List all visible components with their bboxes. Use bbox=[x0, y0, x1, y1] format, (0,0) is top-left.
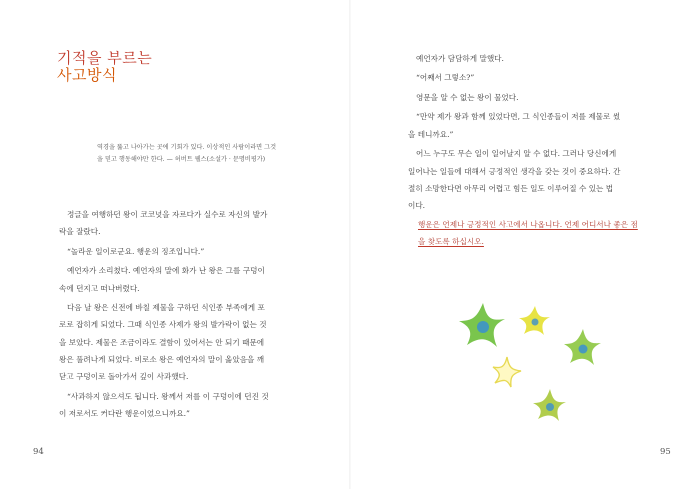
right-body-text bbox=[408, 50, 648, 217]
yellow-star-icon bbox=[519, 306, 550, 335]
text-line: 닫고 구덩이로 돌아가서 깊이 사과했다. bbox=[59, 372, 189, 382]
green-star-icon bbox=[459, 303, 505, 347]
hand-drawn-stars-illustration bbox=[455, 295, 615, 435]
paragraph bbox=[408, 108, 648, 143]
text-line: “사과하지 않으셔도 됩니다. 왕께서 저를 이 구덩이에 던진 것 bbox=[67, 391, 269, 401]
text-line: 예언자가 소리쳤다. 예언자의 말에 화가 난 왕은 그를 구덩이 bbox=[67, 266, 265, 276]
text-line: 을 테니까요.” bbox=[408, 129, 454, 139]
paragraph bbox=[59, 243, 294, 260]
outline-star-icon bbox=[493, 357, 521, 387]
text-line: 이다. bbox=[408, 201, 426, 211]
paragraph bbox=[408, 50, 648, 67]
highlight-line: 행운은 언제나 긍정적인 사고에서 나옵니다. 언제 어디서나 좋은 점 bbox=[418, 220, 638, 229]
text-line: 락을 잘랐다. bbox=[59, 227, 101, 237]
text-line: “만약 제가 왕과 함께 있었다면, 그 식인종들이 저를 제물로 썼 bbox=[416, 112, 621, 122]
paragraph bbox=[408, 69, 648, 86]
text-line: 예언자가 담담하게 말했다. bbox=[416, 54, 504, 63]
paragraph bbox=[408, 89, 648, 106]
text-line: 정글을 여행하던 왕이 코코넛을 자르다가 실수로 자신의 발가 bbox=[67, 210, 268, 219]
text-line: 을 보았다. 제물은 조금이라도 결함이 있어서는 안 되기 때문에 bbox=[59, 337, 265, 347]
text-line: “어째서 그렇소?” bbox=[416, 73, 475, 83]
page-number-right: 95 bbox=[660, 447, 671, 457]
paragraph bbox=[59, 388, 294, 423]
paragraph bbox=[59, 206, 294, 241]
highlight-line: 을 찾도록 하십시오. bbox=[418, 237, 484, 247]
text-line: 이 저로서도 커다란 행운이었으니까요.” bbox=[59, 409, 190, 419]
left-body-text bbox=[59, 206, 294, 425]
text-line: 속에 던지고 떠나버렸다. bbox=[59, 283, 140, 293]
text-line: 로로 잡히게 되었다. 그때 식인종 사제가 왕의 발가락이 없는 것 bbox=[59, 320, 267, 330]
quote-line: 역경을 뚫고 나아가는 곳에 기회가 있다. 이상적인 사람이라면 그것 bbox=[97, 144, 277, 151]
text-line: 왕은 풀려나게 되었다. 비로소 왕은 예언자의 말이 옳았음을 깨 bbox=[59, 354, 265, 364]
text-line: “놀라운 일이로군요. 행운의 징조입니다.” bbox=[67, 246, 205, 256]
text-line: 절히 소망한다면 아무리 어렵고 힘든 일도 이루어질 수 있는 법 bbox=[408, 183, 614, 193]
paragraph bbox=[408, 145, 648, 214]
epigraph-quote bbox=[97, 142, 302, 166]
highlight-message bbox=[418, 216, 658, 251]
text-line: 영문을 알 수 없는 왕이 물었다. bbox=[416, 92, 519, 102]
page-number-left: 94 bbox=[33, 447, 44, 457]
green-star-icon bbox=[533, 389, 566, 421]
paragraph bbox=[59, 299, 294, 385]
quote-line: 을 믿고 행동해야만 한다. — 허버트 웰스(소설가 · 문명비평가) bbox=[97, 156, 266, 163]
paragraph bbox=[59, 262, 294, 297]
text-line: 어느 누구도 무슨 일이 일어날지 알 수 없다. 그러나 당신에게 bbox=[416, 149, 617, 159]
green-star-icon bbox=[564, 329, 601, 365]
chapter-title-line1: 기적을 부르는 bbox=[57, 49, 153, 67]
chapter-title-line2: 사고방식 bbox=[57, 66, 117, 84]
text-line: 일어나는 일들에 대해서 긍정적인 생각을 갖는 것이 중요하다. 간 bbox=[408, 166, 621, 176]
text-line: 다음 날 왕은 신전에 바칠 제물을 구하던 식인종 부족에게 포 bbox=[67, 303, 265, 313]
